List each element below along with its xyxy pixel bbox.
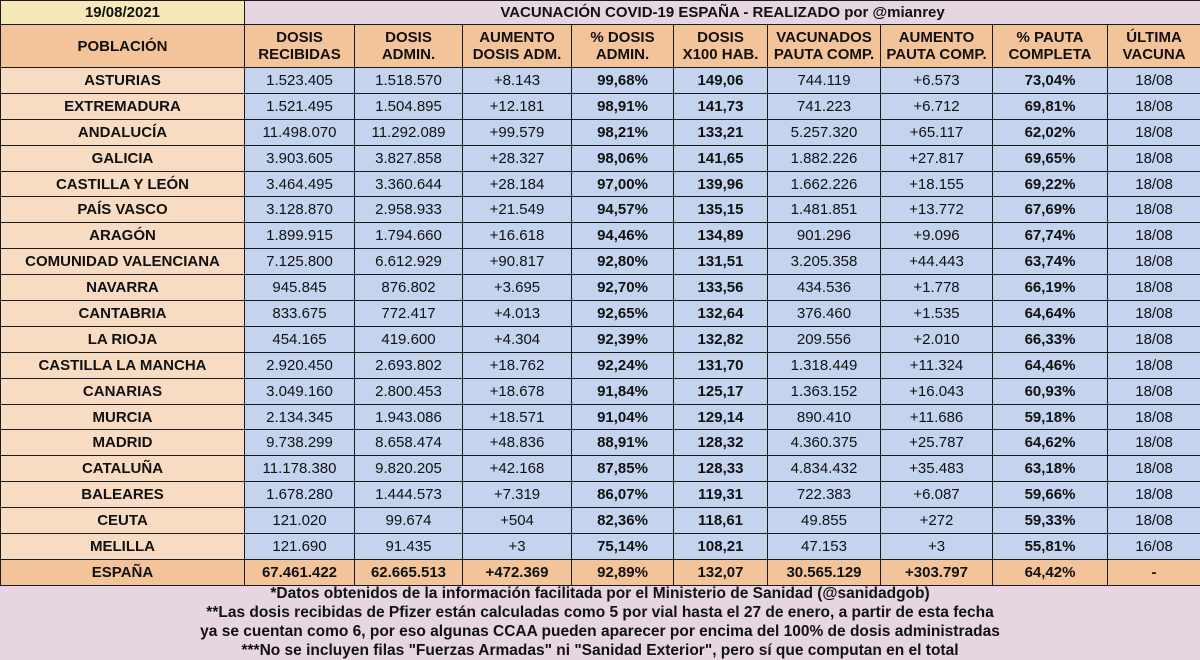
data-cell: 64,46% bbox=[993, 352, 1108, 378]
data-cell: +6.087 bbox=[881, 482, 993, 508]
data-cell: 901.296 bbox=[768, 223, 881, 249]
column-header-line: ÚLTIMA bbox=[1126, 29, 1182, 46]
data-cell: 92,39% bbox=[572, 326, 674, 352]
data-cell: 18/08 bbox=[1108, 171, 1200, 197]
data-cell: +48.836 bbox=[463, 430, 572, 456]
data-cell: 1.794.660 bbox=[355, 223, 463, 249]
data-cell: 62,02% bbox=[993, 119, 1108, 145]
data-cell: +3.695 bbox=[463, 275, 572, 301]
data-cell: 94,57% bbox=[572, 197, 674, 223]
table-row bbox=[1, 534, 1200, 560]
table-body bbox=[1, 68, 1200, 586]
column-header-line: PAUTA COMP. bbox=[886, 46, 987, 63]
region-name-cell: GALICIA bbox=[1, 145, 245, 171]
column-header-line: RECIBIDAS bbox=[258, 46, 341, 63]
region-name-cell: ANDALUCÍA bbox=[1, 119, 245, 145]
data-cell: +11.324 bbox=[881, 352, 993, 378]
data-cell: 131,70 bbox=[674, 352, 768, 378]
data-cell: 2.958.933 bbox=[355, 197, 463, 223]
data-cell: 18/08 bbox=[1108, 93, 1200, 119]
column-header bbox=[1, 25, 245, 68]
data-cell: +2.010 bbox=[881, 326, 993, 352]
data-cell: +18.155 bbox=[881, 171, 993, 197]
data-cell: 3.903.605 bbox=[245, 145, 355, 171]
data-cell: +25.787 bbox=[881, 430, 993, 456]
data-cell: 67,74% bbox=[993, 223, 1108, 249]
data-cell: 67.461.422 bbox=[245, 559, 355, 585]
table-row bbox=[1, 508, 1200, 534]
data-cell: 141,65 bbox=[674, 145, 768, 171]
data-cell: 66,19% bbox=[993, 275, 1108, 301]
data-cell: 18/08 bbox=[1108, 326, 1200, 352]
column-header-line: DOSIS bbox=[697, 29, 744, 46]
region-name-cell: BALEARES bbox=[1, 482, 245, 508]
data-cell: 30.565.129 bbox=[768, 559, 881, 585]
data-cell: 9.738.299 bbox=[245, 430, 355, 456]
data-cell: +16.043 bbox=[881, 378, 993, 404]
data-cell: 3.205.358 bbox=[768, 249, 881, 275]
data-cell: +7.319 bbox=[463, 482, 572, 508]
data-cell: 3.049.160 bbox=[245, 378, 355, 404]
data-cell: 82,36% bbox=[572, 508, 674, 534]
data-cell: 91,84% bbox=[572, 378, 674, 404]
data-cell: 49.855 bbox=[768, 508, 881, 534]
data-cell: 88,91% bbox=[572, 430, 674, 456]
column-header bbox=[572, 25, 674, 68]
data-cell: 1.662.226 bbox=[768, 171, 881, 197]
data-cell: +4.013 bbox=[463, 301, 572, 327]
data-cell: 141,73 bbox=[674, 93, 768, 119]
column-header-line: AUMENTO bbox=[479, 29, 555, 46]
table-row bbox=[1, 68, 1200, 94]
data-cell: 98,06% bbox=[572, 145, 674, 171]
region-name-cell: NAVARRA bbox=[1, 275, 245, 301]
data-cell: 8.658.474 bbox=[355, 430, 463, 456]
region-name-cell: CATALUÑA bbox=[1, 456, 245, 482]
table-row bbox=[1, 456, 1200, 482]
data-cell: 149,06 bbox=[674, 68, 768, 94]
column-header-line: AUMENTO bbox=[898, 29, 975, 46]
data-cell: +6.712 bbox=[881, 93, 993, 119]
region-name-cell: CASTILLA LA MANCHA bbox=[1, 352, 245, 378]
data-cell: 69,22% bbox=[993, 171, 1108, 197]
data-cell: 69,81% bbox=[993, 93, 1108, 119]
data-cell: 64,62% bbox=[993, 430, 1108, 456]
footnote: *Datos obtenidos de la información facilitada por el Ministerio de Sanidad (@sanidadgob) bbox=[270, 585, 930, 602]
data-cell: +18.571 bbox=[463, 404, 572, 430]
column-header-line: % DOSIS bbox=[590, 29, 655, 46]
data-cell: 1.363.152 bbox=[768, 378, 881, 404]
table-row bbox=[1, 404, 1200, 430]
data-cell: 108,21 bbox=[674, 534, 768, 560]
data-cell: 5.257.320 bbox=[768, 119, 881, 145]
data-cell: 18/08 bbox=[1108, 404, 1200, 430]
data-cell: 92,70% bbox=[572, 275, 674, 301]
data-cell: 133,21 bbox=[674, 119, 768, 145]
column-header-line: POBLACIÓN bbox=[77, 37, 168, 55]
data-cell: 7.125.800 bbox=[245, 249, 355, 275]
data-cell: 128,33 bbox=[674, 456, 768, 482]
data-cell: 92,89% bbox=[572, 559, 674, 585]
data-cell: 132,07 bbox=[674, 559, 768, 585]
data-cell: 62.665.513 bbox=[355, 559, 463, 585]
data-cell: 18/08 bbox=[1108, 482, 1200, 508]
data-cell: 98,91% bbox=[572, 93, 674, 119]
data-cell: 741.223 bbox=[768, 93, 881, 119]
data-cell: 66,33% bbox=[993, 326, 1108, 352]
data-cell: 125,17 bbox=[674, 378, 768, 404]
data-cell: 91.435 bbox=[355, 534, 463, 560]
column-header-row bbox=[1, 25, 1200, 68]
data-cell: +16.618 bbox=[463, 223, 572, 249]
data-cell: 18/08 bbox=[1108, 223, 1200, 249]
data-cell: 16/08 bbox=[1108, 534, 1200, 560]
data-cell: 2.800.453 bbox=[355, 378, 463, 404]
data-cell: 1.504.895 bbox=[355, 93, 463, 119]
column-header-line: X100 HAB. bbox=[682, 46, 759, 63]
data-cell: +42.168 bbox=[463, 456, 572, 482]
data-cell: +18.678 bbox=[463, 378, 572, 404]
data-cell: 18/08 bbox=[1108, 301, 1200, 327]
data-cell: 18/08 bbox=[1108, 119, 1200, 145]
data-cell: +3 bbox=[881, 534, 993, 560]
table-row bbox=[1, 197, 1200, 223]
table-row bbox=[1, 275, 1200, 301]
data-cell: 55,81% bbox=[993, 534, 1108, 560]
data-cell: 129,14 bbox=[674, 404, 768, 430]
data-cell: 97,00% bbox=[572, 171, 674, 197]
data-cell: 1.318.449 bbox=[768, 352, 881, 378]
data-cell: 139,96 bbox=[674, 171, 768, 197]
data-cell: +1.535 bbox=[881, 301, 993, 327]
column-header bbox=[463, 25, 572, 68]
region-name-cell: ESPAÑA bbox=[1, 559, 245, 585]
data-cell: 132,82 bbox=[674, 326, 768, 352]
region-name-cell: CEUTA bbox=[1, 508, 245, 534]
data-cell: 67,69% bbox=[993, 197, 1108, 223]
data-cell: +28.327 bbox=[463, 145, 572, 171]
footnote: ya se cuentan como 6, por eso algunas CCAA pueden aparecer por encima del 100% de dosis administradas bbox=[200, 623, 1000, 640]
table-row bbox=[1, 223, 1200, 249]
data-cell: 454.165 bbox=[245, 326, 355, 352]
data-cell: 3.128.870 bbox=[245, 197, 355, 223]
data-cell: +44.443 bbox=[881, 249, 993, 275]
data-cell: 1.882.226 bbox=[768, 145, 881, 171]
data-cell: +8.143 bbox=[463, 68, 572, 94]
data-cell: 2.693.802 bbox=[355, 352, 463, 378]
column-header bbox=[768, 25, 881, 68]
column-header-line: ADMIN. bbox=[381, 46, 436, 63]
footnotes bbox=[0, 584, 1200, 660]
data-cell: 128,32 bbox=[674, 430, 768, 456]
data-cell: 722.383 bbox=[768, 482, 881, 508]
data-cell: 92,80% bbox=[572, 249, 674, 275]
data-cell: +35.483 bbox=[881, 456, 993, 482]
data-cell: +303.797 bbox=[881, 559, 993, 585]
region-name-cell: CANARIAS bbox=[1, 378, 245, 404]
region-name-cell: MELILLA bbox=[1, 534, 245, 560]
data-cell: +28.184 bbox=[463, 171, 572, 197]
column-header bbox=[993, 25, 1108, 68]
data-cell: 87,85% bbox=[572, 456, 674, 482]
data-cell: +21.549 bbox=[463, 197, 572, 223]
footnote: **Las dosis recibidas de Pfizer están calculadas como 5 por vial hasta el 27 de enero, a partir de esta fecha bbox=[206, 604, 994, 621]
data-cell: 99,68% bbox=[572, 68, 674, 94]
data-cell: 744.119 bbox=[768, 68, 881, 94]
data-cell: 3.464.495 bbox=[245, 171, 355, 197]
data-cell: +65.117 bbox=[881, 119, 993, 145]
data-cell: 18/08 bbox=[1108, 68, 1200, 94]
column-header-line: VACUNADOS bbox=[776, 29, 872, 46]
data-cell: +1.778 bbox=[881, 275, 993, 301]
data-cell: 434.536 bbox=[768, 275, 881, 301]
region-name-cell: CASTILLA Y LEÓN bbox=[1, 171, 245, 197]
table-row bbox=[1, 482, 1200, 508]
data-cell: +504 bbox=[463, 508, 572, 534]
column-header-line: VACUNA bbox=[1122, 46, 1186, 63]
data-cell: 64,64% bbox=[993, 301, 1108, 327]
column-header bbox=[674, 25, 768, 68]
data-cell: +99.579 bbox=[463, 119, 572, 145]
data-cell: 419.600 bbox=[355, 326, 463, 352]
data-cell: +18.762 bbox=[463, 352, 572, 378]
data-cell: +11.686 bbox=[881, 404, 993, 430]
data-cell: 133,56 bbox=[674, 275, 768, 301]
column-header-line: DOSIS bbox=[276, 29, 323, 46]
data-cell: 91,04% bbox=[572, 404, 674, 430]
report-date: 19/08/2021 bbox=[1, 1, 245, 25]
data-cell: 59,33% bbox=[993, 508, 1108, 534]
data-cell: 833.675 bbox=[245, 301, 355, 327]
data-cell: 63,18% bbox=[993, 456, 1108, 482]
data-cell: +27.817 bbox=[881, 145, 993, 171]
column-header bbox=[1108, 25, 1200, 68]
region-name-cell: EXTREMADURA bbox=[1, 93, 245, 119]
column-header-line: DOSIS bbox=[385, 29, 432, 46]
table-row bbox=[1, 145, 1200, 171]
data-cell: 1.943.086 bbox=[355, 404, 463, 430]
region-name-cell: CANTABRIA bbox=[1, 301, 245, 327]
region-name-cell: ARAGÓN bbox=[1, 223, 245, 249]
data-cell: +472.369 bbox=[463, 559, 572, 585]
data-cell: 18/08 bbox=[1108, 352, 1200, 378]
data-cell: 18/08 bbox=[1108, 275, 1200, 301]
data-cell: 18/08 bbox=[1108, 508, 1200, 534]
table-row bbox=[1, 249, 1200, 275]
table-row bbox=[1, 352, 1200, 378]
region-name-cell: PAÍS VASCO bbox=[1, 197, 245, 223]
data-cell: +272 bbox=[881, 508, 993, 534]
data-cell: 18/08 bbox=[1108, 145, 1200, 171]
data-cell: 118,61 bbox=[674, 508, 768, 534]
footnote: ***No se incluyen filas "Fuerzas Armadas" ni "Sanidad Exterior", pero sí que computan en el total bbox=[241, 642, 959, 659]
data-cell: +12.181 bbox=[463, 93, 572, 119]
data-cell: 69,65% bbox=[993, 145, 1108, 171]
data-cell: 59,18% bbox=[993, 404, 1108, 430]
data-cell: 18/08 bbox=[1108, 378, 1200, 404]
data-cell: +6.573 bbox=[881, 68, 993, 94]
data-cell: 4.834.432 bbox=[768, 456, 881, 482]
table-row bbox=[1, 378, 1200, 404]
data-cell: +3 bbox=[463, 534, 572, 560]
data-cell: 1.523.405 bbox=[245, 68, 355, 94]
total-row bbox=[1, 559, 1200, 585]
data-cell: 1.521.495 bbox=[245, 93, 355, 119]
data-cell: 876.802 bbox=[355, 275, 463, 301]
table-row bbox=[1, 93, 1200, 119]
column-header-line: PAUTA COMP. bbox=[773, 46, 875, 63]
table-row bbox=[1, 119, 1200, 145]
region-name-cell: MADRID bbox=[1, 430, 245, 456]
data-cell: 99.674 bbox=[355, 508, 463, 534]
column-header-line: DOSIS ADM. bbox=[472, 46, 562, 63]
data-cell: 63,74% bbox=[993, 249, 1108, 275]
column-header-line: COMPLETA bbox=[1008, 46, 1092, 63]
data-cell: 6.612.929 bbox=[355, 249, 463, 275]
data-cell: 131,51 bbox=[674, 249, 768, 275]
region-name-cell: LA RIOJA bbox=[1, 326, 245, 352]
region-name-cell: COMUNIDAD VALENCIANA bbox=[1, 249, 245, 275]
column-header-line: % PAUTA bbox=[1016, 29, 1084, 46]
data-cell: 59,66% bbox=[993, 482, 1108, 508]
data-cell: 73,04% bbox=[993, 68, 1108, 94]
data-cell: 3.360.644 bbox=[355, 171, 463, 197]
data-cell: +13.772 bbox=[881, 197, 993, 223]
data-cell: 1.678.280 bbox=[245, 482, 355, 508]
data-cell: - bbox=[1108, 559, 1200, 585]
data-cell: 376.460 bbox=[768, 301, 881, 327]
column-header bbox=[881, 25, 993, 68]
data-cell: 1.444.573 bbox=[355, 482, 463, 508]
data-cell: 92,65% bbox=[572, 301, 674, 327]
data-cell: 18/08 bbox=[1108, 430, 1200, 456]
data-cell: 86,07% bbox=[572, 482, 674, 508]
table-row bbox=[1, 171, 1200, 197]
data-cell: 47.153 bbox=[768, 534, 881, 560]
data-cell: 11.498.070 bbox=[245, 119, 355, 145]
data-cell: 98,21% bbox=[572, 119, 674, 145]
data-cell: 18/08 bbox=[1108, 197, 1200, 223]
region-name-cell: MURCIA bbox=[1, 404, 245, 430]
data-cell: 119,31 bbox=[674, 482, 768, 508]
data-cell: 11.292.089 bbox=[355, 119, 463, 145]
data-cell: 890.410 bbox=[768, 404, 881, 430]
data-cell: +4.304 bbox=[463, 326, 572, 352]
data-cell: 2.920.450 bbox=[245, 352, 355, 378]
data-cell: 18/08 bbox=[1108, 249, 1200, 275]
data-cell: 18/08 bbox=[1108, 456, 1200, 482]
data-cell: 135,15 bbox=[674, 197, 768, 223]
report-title: VACUNACIÓN COVID-19 ESPAÑA - REALIZADO por @mianrey bbox=[245, 1, 1200, 25]
data-cell: 4.360.375 bbox=[768, 430, 881, 456]
table-row bbox=[1, 430, 1200, 456]
table-row bbox=[1, 326, 1200, 352]
data-cell: 64,42% bbox=[993, 559, 1108, 585]
data-cell: 132,64 bbox=[674, 301, 768, 327]
data-cell: 121.020 bbox=[245, 508, 355, 534]
data-cell: 94,46% bbox=[572, 223, 674, 249]
data-cell: +9.096 bbox=[881, 223, 993, 249]
table-row bbox=[1, 301, 1200, 327]
data-cell: 772.417 bbox=[355, 301, 463, 327]
data-cell: 60,93% bbox=[993, 378, 1108, 404]
column-header bbox=[245, 25, 355, 68]
data-cell: 2.134.345 bbox=[245, 404, 355, 430]
data-cell: 121.690 bbox=[245, 534, 355, 560]
data-cell: 209.556 bbox=[768, 326, 881, 352]
column-header-line: ADMIN. bbox=[595, 46, 650, 63]
column-header bbox=[355, 25, 463, 68]
region-name-cell: ASTURIAS bbox=[1, 68, 245, 94]
data-cell: 1.481.851 bbox=[768, 197, 881, 223]
data-cell: 1.899.915 bbox=[245, 223, 355, 249]
data-cell: 1.518.570 bbox=[355, 68, 463, 94]
data-cell: 92,24% bbox=[572, 352, 674, 378]
data-cell: 11.178.380 bbox=[245, 456, 355, 482]
data-cell: 9.820.205 bbox=[355, 456, 463, 482]
data-cell: +90.817 bbox=[463, 249, 572, 275]
data-cell: 3.827.858 bbox=[355, 145, 463, 171]
data-cell: 134,89 bbox=[674, 223, 768, 249]
data-cell: 945.845 bbox=[245, 275, 355, 301]
data-cell: 75,14% bbox=[572, 534, 674, 560]
